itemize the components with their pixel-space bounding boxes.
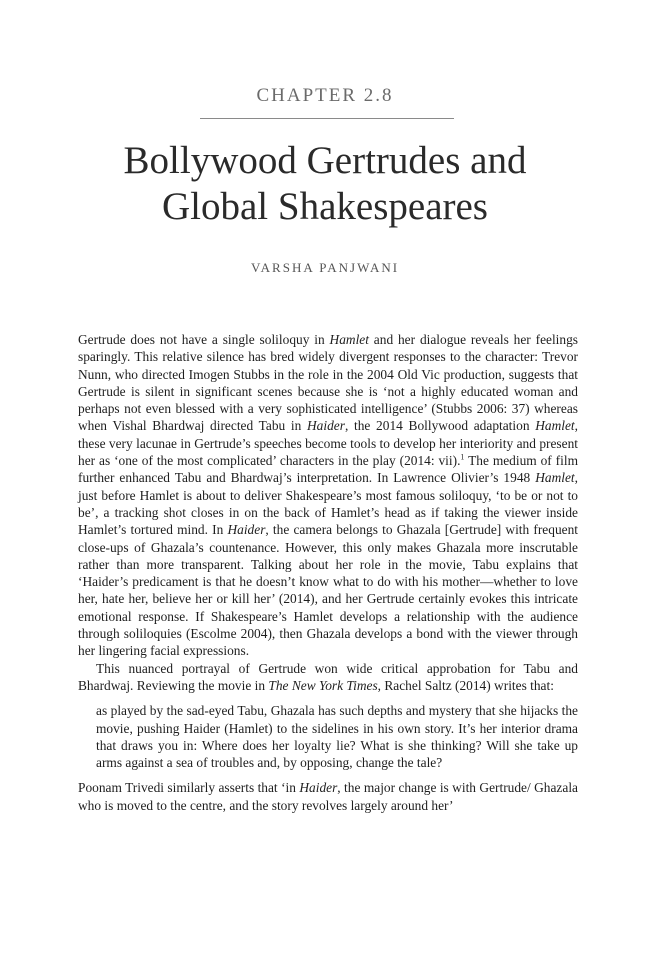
italic-title: Haider xyxy=(299,780,338,796)
italic-title: Hamlet xyxy=(535,418,575,434)
text-run: This nuanced portrayal of Gertrude won wide critical approbation for Tabu and Bhardwaj. Reviewing the movie in xyxy=(78,660,578,693)
author-name: VARSHA PANJWANI xyxy=(250,260,400,275)
text-run: , Rachel Saltz (2014) writes that: xyxy=(377,677,554,693)
paragraph xyxy=(78,779,578,814)
chapter-title xyxy=(0,138,650,230)
text-run: , the 2014 Bollywood adaptation xyxy=(344,418,536,434)
italic-title: Haider xyxy=(227,522,266,538)
italic-title: The New York Times xyxy=(268,677,378,693)
chapter-title-line: Global Shakespeares xyxy=(162,185,488,228)
footnote-ref: 1 xyxy=(460,452,465,462)
paragraph xyxy=(78,660,578,695)
text-run: , these very lacunae in Gertrude’s speeches become tools to develop her interiority and present her as ‘one of the most complicated’ characters in the play (2014: vii). xyxy=(78,418,578,469)
body-text xyxy=(78,331,578,814)
text-run: , just before Hamlet is about to deliver Shakespeare’s most famous soliloquy, ‘to be or not to be’, a tracking shot closes in on the back of Hamlet’s head as if taking the viewer inside Hamlet’s tortured mind. In xyxy=(78,470,578,538)
text-run: , the camera belongs to Ghazala [Gertrude] with frequent close-ups of Ghazala’s countenance. However, this only makes Ghazala more inscrutable rather than more transparent. Talking about her role in the movie, Tabu explains that ‘Haider’s predicament is that he doesn’t know what to do with his mother—whether to love her, hate her, believe her or kill her’ (2014), and her Gertrude certainly evokes this intricate emotional response. If Shakespeare’s Hamlet develops a relationship with the audience through soliloquies (Escolme 2004), then Ghazala develops a bond with the viewer through her lingering facial expressions. xyxy=(78,522,579,659)
text-run: Poonam Trivedi similarly asserts that ‘in xyxy=(78,780,300,796)
text-run: , the major change is with Gertrude/ Ghazala who is moved to the centre, and the story revolves largely around her’ xyxy=(78,780,578,813)
italic-title: Haider xyxy=(307,418,345,434)
text-run: and her dialogue reveals her feelings sparingly. This relative silence has bred widely divergent responses to the character: Trevor Nunn, who directed Imogen Stubbs in the role in the 2004 Old Vic production, suggests that Gertrude is silent in significant scenes because she is ‘not a highly educated woman and perhaps not even blessed with a very sophisticated intelligence’ (Stubbs 2006: 37) whereas when Vishal Bhardwaj directed Tabu in xyxy=(78,332,579,434)
chapter-title-line: Bollywood Gertrudes and xyxy=(123,139,527,182)
text-run: as played by the sad-eyed Tabu, Ghazala has such depths and mystery that she hijacks the movie, pushing Haider (Hamlet) to the sidelines in his own story. It’s her interior drama that draws you in: Where does her loyalty lie? What is she thinking? Will she take up arms against a sea of troubles and, by opposing, change the tale? xyxy=(96,703,578,771)
block-quote xyxy=(96,702,578,771)
text-run: Gertrude does not have a single soliloquy in xyxy=(78,332,330,347)
paragraph xyxy=(78,331,578,660)
italic-title: Hamlet xyxy=(535,470,575,486)
text-run: The medium of film further enhanced Tabu and Bhardwaj’s interpretation. In Lawrence Olivier’s 1948 xyxy=(78,453,578,486)
chapter-label: CHAPTER 2.8 xyxy=(256,85,394,106)
chapter-divider xyxy=(200,118,454,119)
italic-title: Hamlet xyxy=(329,332,369,347)
